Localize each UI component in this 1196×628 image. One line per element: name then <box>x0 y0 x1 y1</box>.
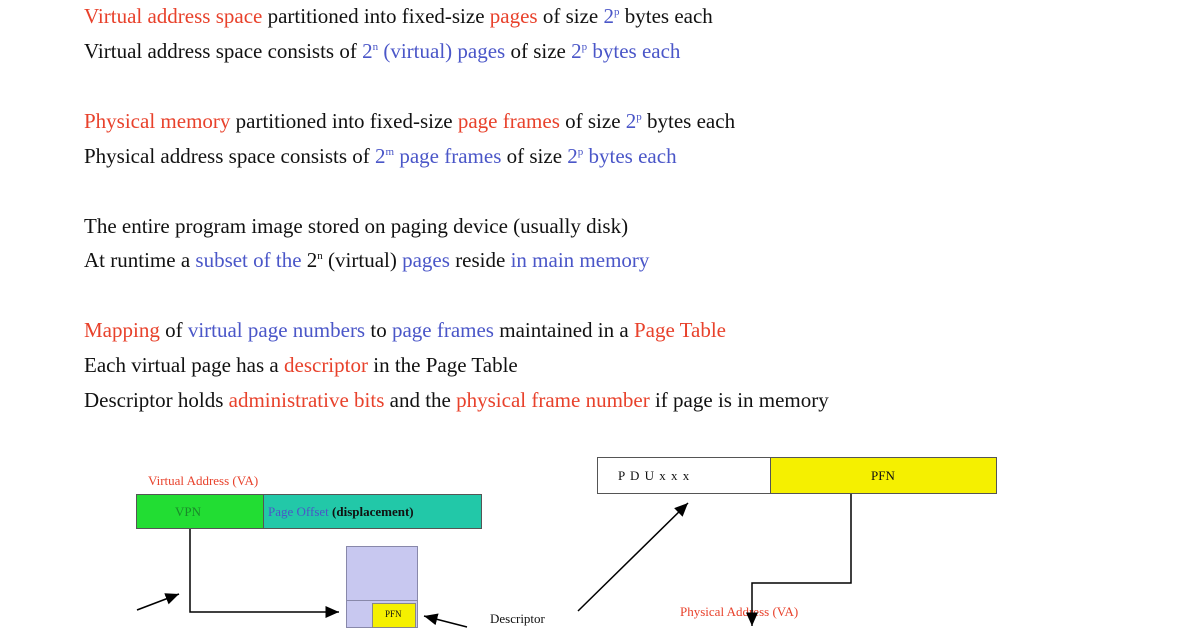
text-line-6: At runtime a subset of the 2$^n$ (virtual) pages reside in main memory <box>84 248 650 272</box>
vpn-to-table-arrow <box>190 529 339 612</box>
text-line-3: Physical memory partitioned into fixed-size page frames of size 2$^p$ bytes each <box>84 109 736 133</box>
text-line-5: The entire program image stored on paging device (usually disk) <box>84 214 629 238</box>
pfn-to-physical-arrow <box>752 494 851 626</box>
page-table-pfn-cell: PFN <box>372 603 416 628</box>
text-line-8: Each virtual page has a descriptor in the Page Table <box>84 353 518 377</box>
vpn-label: VPN <box>175 504 202 519</box>
physical-address-label: Physical Address (VA) <box>680 604 799 619</box>
text-line-2: Virtual address space consists of 2$^n$ (virtual) pages of size 2$^p$ bytes each <box>84 39 681 63</box>
text-line-1: Virtual address space partitioned into fixed-size pages of size 2$^p$ bytes each <box>84 4 713 28</box>
page-offset-label: Page Offset (displacement) <box>268 504 414 519</box>
virtual-address-label: Virtual Address (VA) <box>148 473 259 488</box>
left-incoming-arrow <box>137 594 179 610</box>
text-line-7: Mapping of virtual page numbers to page frames maintained in a Page Table <box>84 318 726 342</box>
descriptor-label: Descriptor <box>490 611 545 626</box>
pdu-label: P D U x x x <box>618 468 691 483</box>
text-line-4: Physical address space consists of 2$^m$ page frames of size 2$^p$ bytes each <box>84 144 677 168</box>
descriptor-to-format-arrow <box>578 503 688 611</box>
pfn-label: PFN <box>871 468 895 483</box>
descriptor-pointer-arrow <box>424 616 467 627</box>
text-line-9: Descriptor holds administrative bits and the physical frame number if page is in memory <box>84 388 829 412</box>
